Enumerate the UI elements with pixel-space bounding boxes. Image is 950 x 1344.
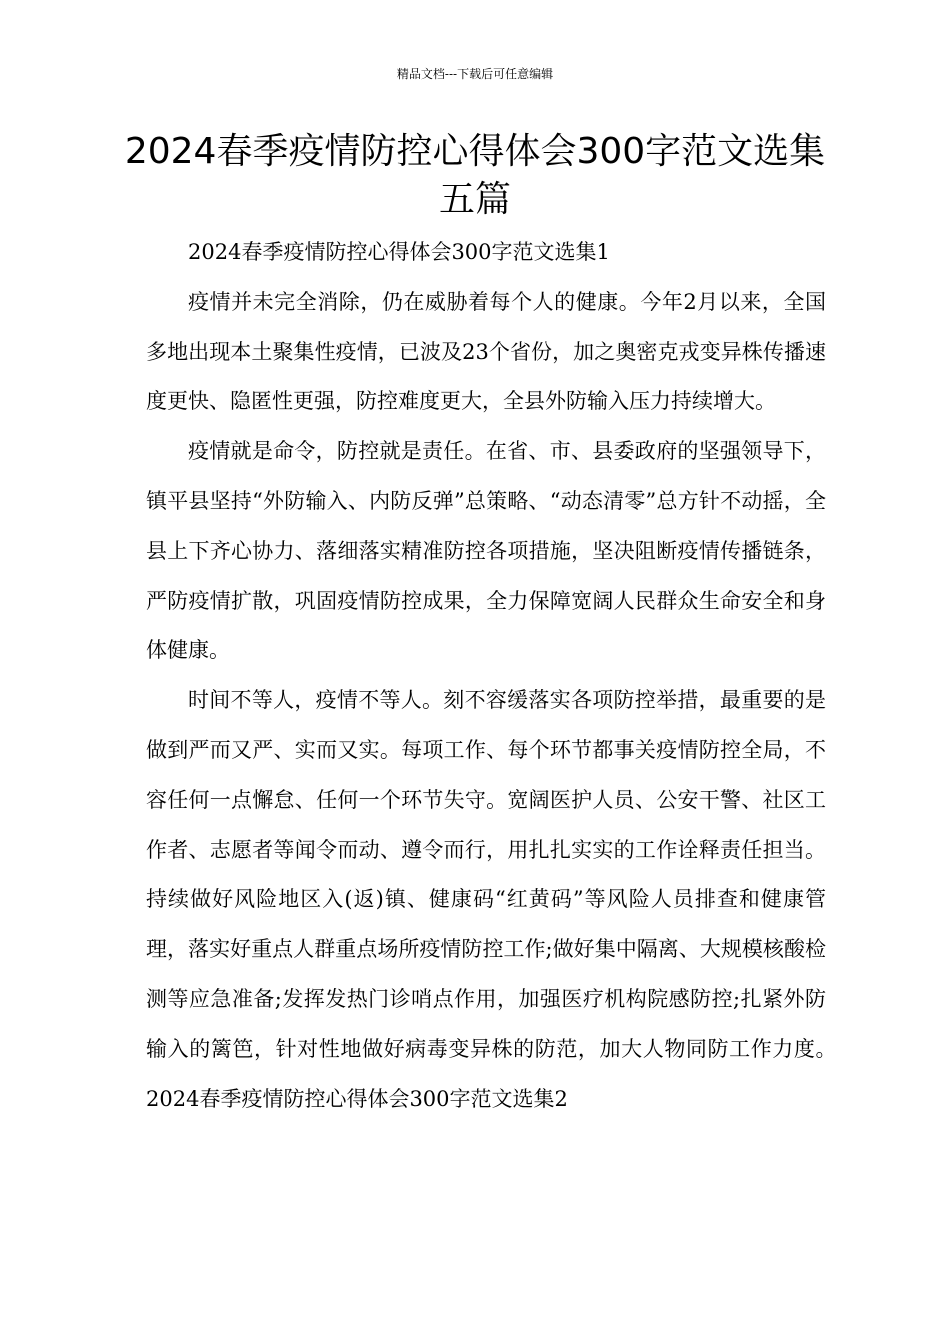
paragraph-1: 疫情并未完全消除，仍在威胁着每个人的健康。今年2月以来，全国多地出现本土聚集性疫情，已波及23个省份，加之奥密克戎变异株传播速度更快、隐匿性更强，防控难度更大，全县外防输入压力持续增大。 — [146, 289, 826, 414]
document-body — [146, 228, 868, 1124]
paragraph-2: 疫情就是命令，防控就是责任。在省、市、县委政府的坚强领导下，镇平县坚持“外防输入、内防反弹”总策略、“动态清零”总方针不动摇，全县上下齐心协力、落细落实精准防控各项措施，坚决阻断疫情传播链条，严防疫情扩散，巩固疫情防控成果，全力保障宽阔人民群众生命安全和身体健康。 — [146, 439, 826, 663]
header-note: 精品文档---下载后可任意编辑 — [396, 67, 554, 81]
section-heading-1: 2024春季疫情防控心得体会300字范文选集1 — [188, 240, 610, 264]
paragraph-3: 时间不等人，疫情不等人。刻不容缓落实各项防控举措，最重要的是做到严而又严、实而又实。每项工作、每个环节都事关疫情防控全局，不容任何一点懈怠、任何一个环节失守。宽阔医护人员、公安干警、社区工作者、志愿者等闻令而动、遵令而行，用扎扎实实的工作诠释责任担当。持续做好风险地区入(返)镇、健康码“红黄码”等风险人员排查和健康管理，落实好重点人群重点场所疫情防控工作;做好集中隔离、大规模核酸检测等应急准备;发挥发热门诊哨点作用，加强医疗机构院感防控;扎紧外防输入的篱笆，针对性地做好病毒变异株的防范，加大人物同防工作力度。 2024春季疫情防控心得体会300字范文选集2 — [146, 688, 868, 1111]
document-title: 2024春季疫情防控心得体会300字范文选集五篇 — [124, 131, 826, 220]
